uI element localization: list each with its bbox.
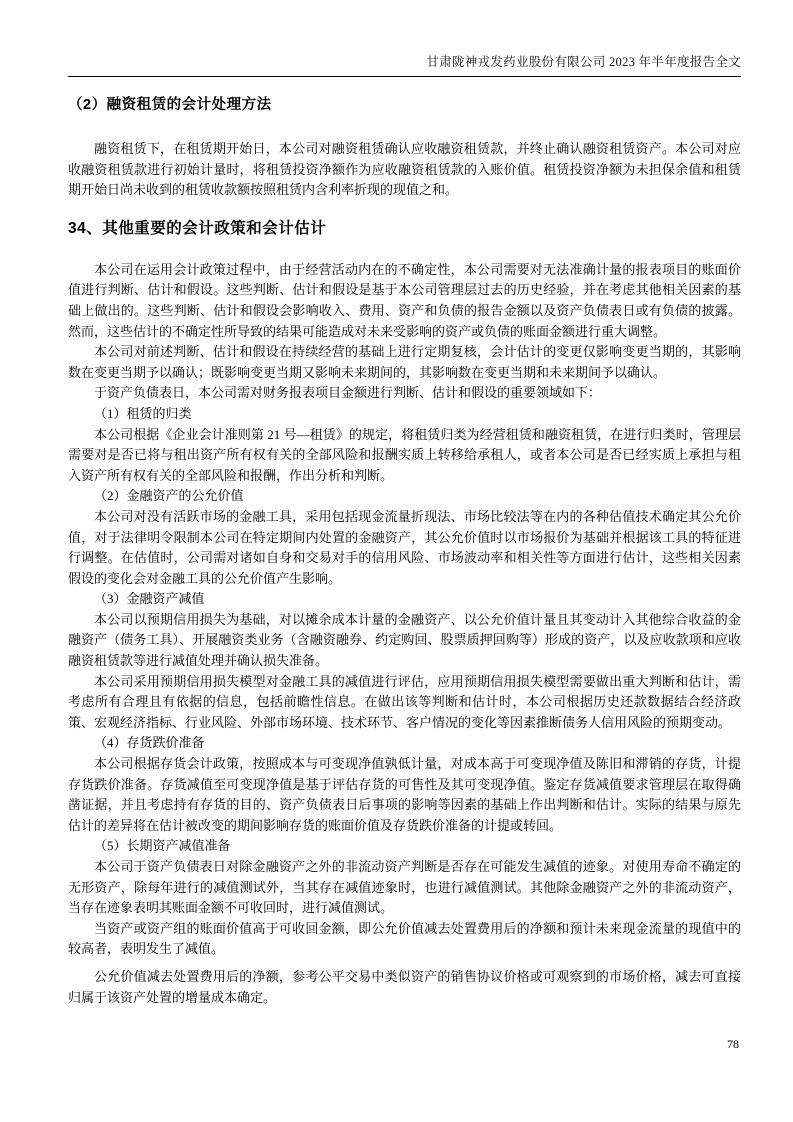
- paragraph: 于资产负债表日，本公司需对财务报表项目金额进行判断、估计和假设的重要领域如下：: [94, 385, 602, 401]
- paragraph: 本公司于资产负债表日对除金融资产之外的非流动资产判断是否存在可能发生减值的迹象。对使用寿命不确定的无形资产，除每年进行的减值测试外，当其存在减值迹象时，也进行减值测试。其他除金融资产之外的非流动资产，当存在迹象表明其账面金额不可收回时，进行减值测试。: [68, 859, 741, 916]
- paragraph: 本公司采用预期信用损失模型对金融工具的减值进行评估，应用预期信用损失模型需要做出重大判断和估计，需考虑所有合理且有依据的信息，包括前瞻性信息。在做出该等判断和估计时，本公司根据历史还款数据结合经济政策、宏观经济指标、行业风险、外部市场环境、技术环节、客户情况的变化等因素推断债务人信用风险的预期变动。: [68, 673, 741, 730]
- paragraph: 本公司以预期信用损失为基础，对以摊余成本计量的金融资产、以公允价值计量且其变动计入其他综合收益的金融资产（债务工具）、开展融资类业务（含融资融券、约定购回、股票质押回购等）形成的资产，以及应收款项和应收融资租赁款等进行减值处理并确认损失准备。: [68, 611, 741, 669]
- paragraph: 当资产或资产组的账面价值高于可收回金额，即公允价值减去处置费用后的净额和预计未来现金流量的现值中的较高者，表明发生了减值。: [68, 920, 741, 957]
- paragraph: 融资租赁下，在租赁期开始日，本公司对融资租赁确认应收融资租赁款，并终止确认融资租赁资产。本公司对应收融资租赁款进行初始计量时，将租赁投资净额作为应收融资租赁款的入账价值。租赁投资净额为未担保余值和租赁期开始日尚未收到的租赁收款额按照租赁内含利率折现的现值之和。: [68, 141, 741, 198]
- page-header: [68, 54, 741, 77]
- page-number: 78: [727, 1037, 739, 1051]
- clause-heading-5: （5）长期资产减值准备: [94, 838, 231, 854]
- clause-heading-4: （4）存货跌价准备: [94, 735, 205, 751]
- paragraph: 本公司对没有活跃市场的金融工具，采用包括现金流量折现法、市场比较法等在内的各种估值技术确定其公允价值，对于法律明令限制本公司在特定期间内处置的金融资产，其公允价值时以市场报价为基础并根据该工具的特征进行调整。在估值时，公司需对诸如自身和交易对手的信用风险、市场波动率和相关性等方面进行估计，这些相关因素假设的变化会对金融工具的公允价值产生影响。: [68, 508, 741, 586]
- subsection-heading-finance-lease: （2）融资租赁的会计处理方法: [68, 97, 272, 113]
- header-rule: [68, 76, 741, 77]
- clause-heading-2: （2）金融资产的公允价值: [94, 488, 244, 504]
- clause-heading-3: （3）金融资产减值: [94, 591, 205, 607]
- paragraph: 本公司对前述判断、估计和假设在持续经营的基础上进行定期复核，会计估计的变更仅影响变更当期的，其影响数在变更当期予以确认；既影响变更当期又影响未来期间的，其影响数在变更当期和未来期间予以确认。: [68, 344, 741, 380]
- paragraph: 本公司根据《企业会计准则第 21 号—租赁》的规定，将租赁归类为经营租赁和融资租赁，在进行归类时，管理层需要对是否已将与租出资产所有权有关的全部风险和报酬实质上转移给承租人，或者本公司是否已经实质上承担与租入资产所有权有关的全部风险和报酬，作出分析和判断。: [68, 426, 741, 483]
- section-heading-34: 34、其他重要的会计政策和会计估计: [68, 219, 327, 237]
- paragraph: 本公司根据存货会计政策，按照成本与可变现净值孰低计量，对成本高于可变现净值及陈旧和滞销的存货，计提存货跌价准备。存货减值至可变现净值是基于评估存货的可售性及其可变现净值。鉴定存货减值要求管理层在取得确凿证据，并且考虑持有存货的目的、资产负债表日后事项的影响等因素的基础上作出判断和估计。实际的结果与原先估计的差异将在估计被改变的期间影响存货的账面价值及存货跌价准备的计提或转回。: [68, 756, 741, 833]
- document-body: [68, 95, 741, 1008]
- clause-heading-1: （1）租赁的归类: [94, 405, 192, 421]
- report-header-title: 甘肃陇神戎发药业股份有限公司 2023 年半年度报告全文: [426, 55, 741, 69]
- paragraph: 公允价值减去处置费用后的净额，参考公平交易中类似资产的销售协议价格或可观察到的市场价格，减去可直接归属于该资产处置的增量成本确定。: [68, 968, 741, 1005]
- paragraph: 本公司在运用会计政策过程中，由于经营活动内在的不确定性，本公司需要对无法准确计量的报表项目的账面价值进行判断、估计和假设。这些判断、估计和假设是基于本公司管理层过去的历史经验，并在考虑其他相关因素的基础上做出的。这些判断、估计和假设会影响收入、费用、资产和负债的报告金额以及资产负债表日或有负债的披露。然而，这些估计的不确定性所导致的结果可能造成对未来受影响的资产或负债的账面金额进行重大调整。: [68, 261, 741, 339]
